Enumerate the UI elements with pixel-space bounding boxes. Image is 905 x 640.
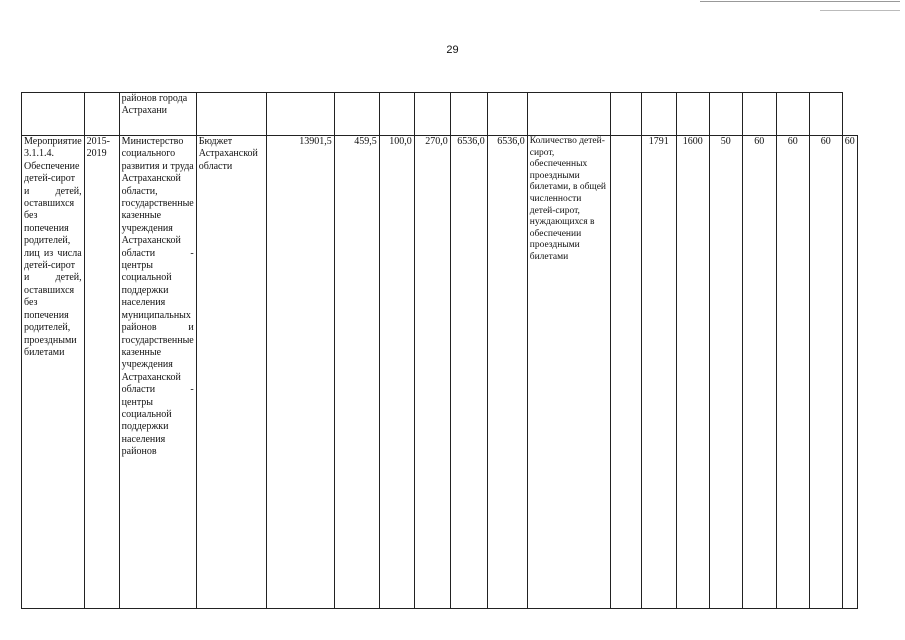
amount-cell: 6536,0 bbox=[450, 136, 487, 609]
indicator-value-cell bbox=[742, 93, 776, 136]
amount-cell bbox=[266, 93, 334, 136]
unit-cell bbox=[610, 136, 641, 609]
measure-cell: Мероприятие 3.1.1.4. Обеспечение детей-сирот и детей, оставшихся без попечения родителей, лиц из числа детей-сирот и детей, оставшихся без попечения родителей, проездными билетами bbox=[22, 136, 85, 609]
scan-edge-mark bbox=[700, 1, 900, 2]
scan-edge-mark bbox=[820, 10, 900, 11]
program-table bbox=[21, 92, 858, 609]
indicator-value-cell: 1600 bbox=[676, 136, 709, 609]
indicator-value-cell: 60 bbox=[842, 136, 857, 609]
period-cell bbox=[84, 93, 119, 136]
amount-cell bbox=[414, 93, 450, 136]
amount-total-cell: 13901,5 bbox=[266, 136, 334, 609]
amount-cell bbox=[487, 93, 527, 136]
indicator-value-cell bbox=[776, 93, 809, 136]
source-cell bbox=[196, 93, 266, 136]
indicator-value-cell: 60 bbox=[742, 136, 776, 609]
indicator-value-cell bbox=[809, 93, 842, 136]
measure-row bbox=[22, 136, 858, 609]
unit-cell bbox=[610, 93, 641, 136]
amount-cell: 459,5 bbox=[334, 136, 379, 609]
executor-cell: районов города Астрахани bbox=[119, 93, 196, 136]
indicator-cell bbox=[527, 93, 610, 136]
amount-cell: 100,0 bbox=[379, 136, 414, 609]
executor-cell: Министерство социального развития и труда Астраханской области, государственные казенные учреждения Астраханской области - центры социальной поддержки населения муниципальных районов и государственные казенные учреждения Астраханской области - центры социальной поддержки населения районов bbox=[119, 136, 196, 609]
indicator-cell: Количество детей-сирот, обеспеченных проездными билетами, в общей численности детей-сирот, нуждающихся в обеспечении проездными билетами bbox=[527, 136, 610, 609]
continuation-row bbox=[22, 93, 858, 136]
amount-cell bbox=[334, 93, 379, 136]
indicator-value-cell bbox=[676, 93, 709, 136]
indicator-value-cell: 60 bbox=[776, 136, 809, 609]
indicator-value-cell: 1791 bbox=[641, 136, 676, 609]
period-cell: 2015-2019 bbox=[84, 136, 119, 609]
amount-cell: 270,0 bbox=[414, 136, 450, 609]
measure-cell bbox=[22, 93, 85, 136]
amount-cell: 6536,0 bbox=[487, 136, 527, 609]
amount-cell bbox=[450, 93, 487, 136]
indicator-value-cell bbox=[709, 93, 742, 136]
page-number: 29 bbox=[446, 44, 459, 56]
indicator-value-cell: 50 bbox=[709, 136, 742, 609]
source-cell: Бюджет Астраханской области bbox=[196, 136, 266, 609]
indicator-value-cell bbox=[641, 93, 676, 136]
amount-cell bbox=[379, 93, 414, 136]
indicator-value-cell: 60 bbox=[809, 136, 842, 609]
